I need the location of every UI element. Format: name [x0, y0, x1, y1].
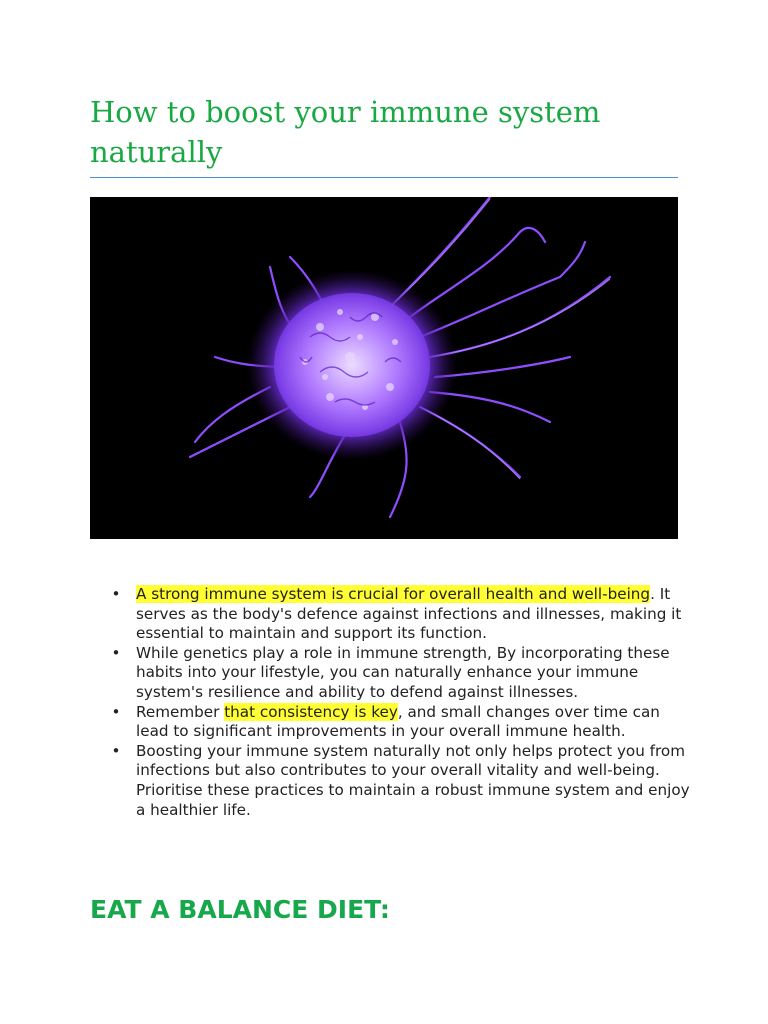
- list-item: [90, 585, 690, 644]
- list-item: [90, 742, 690, 820]
- bullet-icon: •: [111, 585, 121, 603]
- list-item: [90, 644, 690, 703]
- bullet-icon: •: [111, 741, 121, 760]
- highlighted-text: that consistency is key: [224, 702, 398, 721]
- list-item-text: Boosting your immune system naturally not only helps protect you from infections but also contributes to your overall vitality and well-being. Prioritise these practices to maintain a robust immune system and enjoy a healthier life.: [136, 741, 690, 819]
- bullet-list: [90, 585, 690, 820]
- bullet-icon: •: [111, 643, 121, 662]
- list-item-text: . It serves as the body's defence against infections and illnesses, making it essential to maintain and support its function.: [136, 585, 682, 643]
- list-item-text: , and small changes over time can lead to significant improvements in your overall immune health.: [136, 702, 660, 741]
- document-title: How to boost your immune system naturally: [90, 95, 601, 169]
- section-heading: EAT A BALANCE DIET:: [90, 895, 390, 924]
- list-item-text: While genetics play a role in immune strength, By incorporating these habits into your lifestyle, you can naturally enhance your immune system's resilience and ability to defend against illnesses.: [136, 643, 670, 701]
- immune-cell-micrograph-icon: [90, 197, 678, 539]
- list-item-text: Remember: [136, 702, 225, 721]
- list-item: [90, 703, 690, 742]
- immune-cell-image: [90, 197, 678, 539]
- highlighted-text: A strong immune system is crucial for overall health and well-being: [136, 585, 651, 603]
- bullet-icon: •: [111, 702, 121, 721]
- title-underline-divider: [90, 177, 678, 178]
